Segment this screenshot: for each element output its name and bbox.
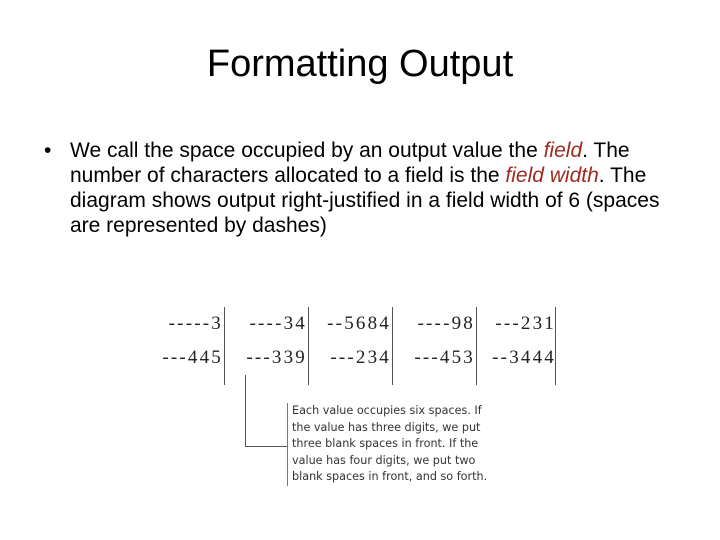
field-value: ---339 xyxy=(246,347,307,368)
callout-line-text: value has four digits, we put two xyxy=(292,453,476,467)
field-value: ----34 xyxy=(249,313,307,334)
field-value: ----98 xyxy=(417,313,475,334)
field-value: -----3 xyxy=(168,313,223,334)
bullet-item xyxy=(44,138,684,238)
bullet-text xyxy=(70,138,684,238)
callout-line-text: three blank spaces in front. If the xyxy=(292,437,479,450)
term-field-width: field width xyxy=(505,164,599,187)
bullet-text-part-1: We call the space occupied by an output value the xyxy=(70,139,544,162)
term-field: field xyxy=(543,139,583,162)
field-width-diagram xyxy=(140,305,570,495)
field-value: ---231 xyxy=(495,313,556,334)
callout-connector xyxy=(245,375,246,447)
callout-note xyxy=(287,403,492,486)
field-value: ---234 xyxy=(330,347,391,368)
field-value: --3444 xyxy=(492,347,556,368)
field-value: --5684 xyxy=(327,313,391,334)
callout-line-text: blank spaces in front, and so forth. xyxy=(292,470,488,483)
callout-line-text: Each value occupies six spaces. If xyxy=(292,404,482,417)
bullet-text-part-3: . The diagram shows output right-justified in a field width of 6 (spaces are represented by dashes) xyxy=(70,164,660,237)
slide-title: Formatting Output xyxy=(206,43,514,85)
callout-connector xyxy=(245,446,287,447)
field-value: ---445 xyxy=(162,347,223,368)
bullet-marker: • xyxy=(44,139,52,162)
field-value: ---453 xyxy=(414,347,475,368)
callout-line-text: the value has three digits, we put xyxy=(292,420,481,434)
bullet-text-part-2: . The number of characters allocated to a field is the xyxy=(70,139,630,187)
